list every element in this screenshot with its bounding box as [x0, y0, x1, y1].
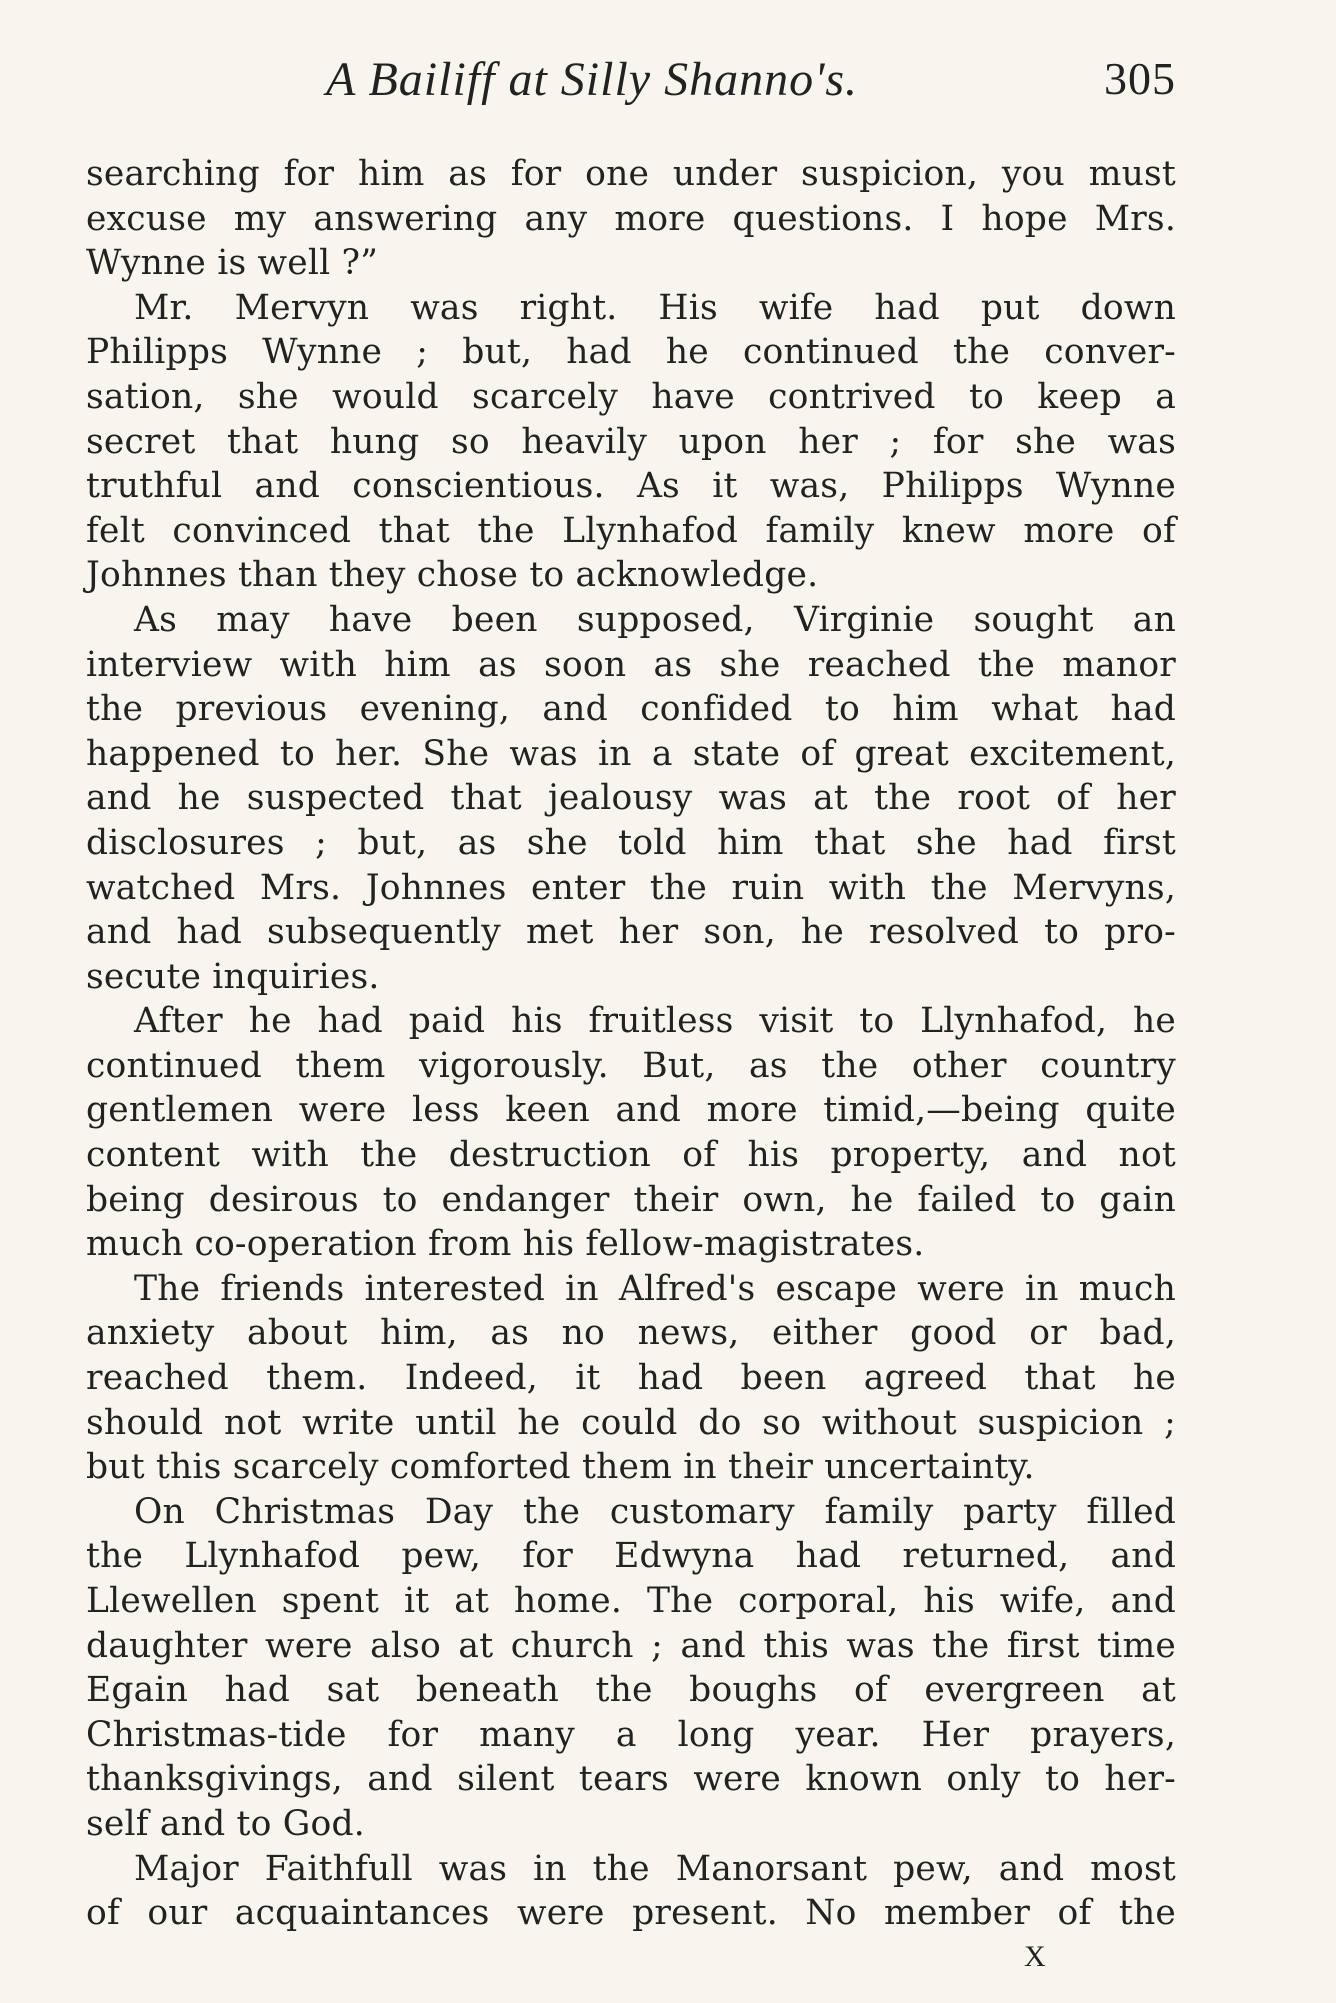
text-line: excuse my answering any more questions. I hope Mrs.	[86, 198, 1176, 239]
text-line: but this scarcely comforted them in their uncertainty.	[86, 1447, 1035, 1488]
text-line: searching for him as for one under suspicion, you must	[86, 154, 1176, 194]
text-line: Wynne is well ?”	[86, 243, 379, 284]
text-line: content with the destruction of his property, and not	[86, 1135, 1176, 1176]
signature-mark: X	[1024, 1940, 1047, 1973]
text-line: Major Faithfull was in the Manorsant pew, and most	[134, 1848, 1176, 1889]
text-line: As may have been supposed, Virginie sought an	[134, 599, 1176, 640]
text-line: and he suspected that jealousy was at the root of her	[86, 778, 1176, 819]
text-line: Mr. Mervyn was right. His wife had put down	[134, 287, 1176, 328]
text-line: Egain had sat beneath the boughs of evergreen at	[86, 1670, 1176, 1711]
text-line: and had subsequently met her son, he resolved to pro-	[86, 912, 1176, 953]
text-line: of our acquaintances were present. No member of the	[86, 1893, 1176, 1934]
text-line: self and to God.	[86, 1803, 365, 1844]
text-line: disclosures ; but, as she told him that she had first	[86, 822, 1176, 863]
text-line: secute inquiries.	[86, 956, 380, 997]
text-line: gentlemen were less keen and more timid,—being quite	[86, 1090, 1176, 1131]
text-line: The friends interested in Alfred's escape were in much	[134, 1268, 1176, 1309]
text-line: Christmas-tide for many a long year. Her prayers,	[86, 1714, 1176, 1755]
text-line: felt convinced that the Llynhafod family knew more of	[86, 510, 1176, 551]
text-line: being desirous to endanger their own, he failed to gain	[86, 1179, 1176, 1220]
text-line: Philipps Wynne ; but, had he continued the conver-	[86, 332, 1176, 373]
text-line: reached them. Indeed, it had been agreed that he	[86, 1358, 1176, 1399]
page-number: 305	[1104, 53, 1176, 104]
text-line: After he had paid his fruitless visit to Llynhafod, he	[134, 1001, 1176, 1042]
text-line: the Llynhafod pew, for Edwyna had returned, and	[86, 1536, 1176, 1577]
text-line: thanksgivings, and silent tears were known only to her-	[86, 1759, 1176, 1800]
text-line: watched Mrs. Johnnes enter the ruin with the Mervyns,	[86, 867, 1176, 908]
text-line: truthful and conscientious. As it was, Philipps Wynne	[86, 466, 1176, 507]
running-title: A Bailiff at Silly Shanno's.	[326, 53, 859, 106]
text-line: sation, she would scarcely have contrived to keep a	[86, 376, 1176, 417]
text-line: daughter were also at church ; and this was the first time	[86, 1625, 1176, 1666]
text-line: happened to her. She was in a state of great excitement,	[86, 733, 1176, 774]
text-line: interview with him as soon as she reached the manor	[86, 644, 1176, 685]
text-line: the previous evening, and confided to him what had	[86, 689, 1176, 730]
text-line: Johnnes than they chose to acknowledge.	[86, 555, 819, 596]
text-line: secret that hung so heavily upon her ; for she was	[86, 421, 1176, 462]
text-line: continued them vigorously. But, as the other country	[86, 1045, 1176, 1086]
text-line: On Christmas Day the customary family party filled	[134, 1491, 1176, 1532]
text-line: should not write until he could do so without suspicion ;	[86, 1402, 1176, 1443]
text-line: much co-operation from his fellow-magistrates.	[86, 1224, 925, 1265]
text-line: Llewellen spent it at home. The corporal, his wife, and	[86, 1581, 1176, 1621]
text-line: anxiety about him, as no news, either good or bad,	[86, 1313, 1176, 1354]
page-header	[86, 52, 1176, 118]
body-text	[86, 152, 1176, 1936]
